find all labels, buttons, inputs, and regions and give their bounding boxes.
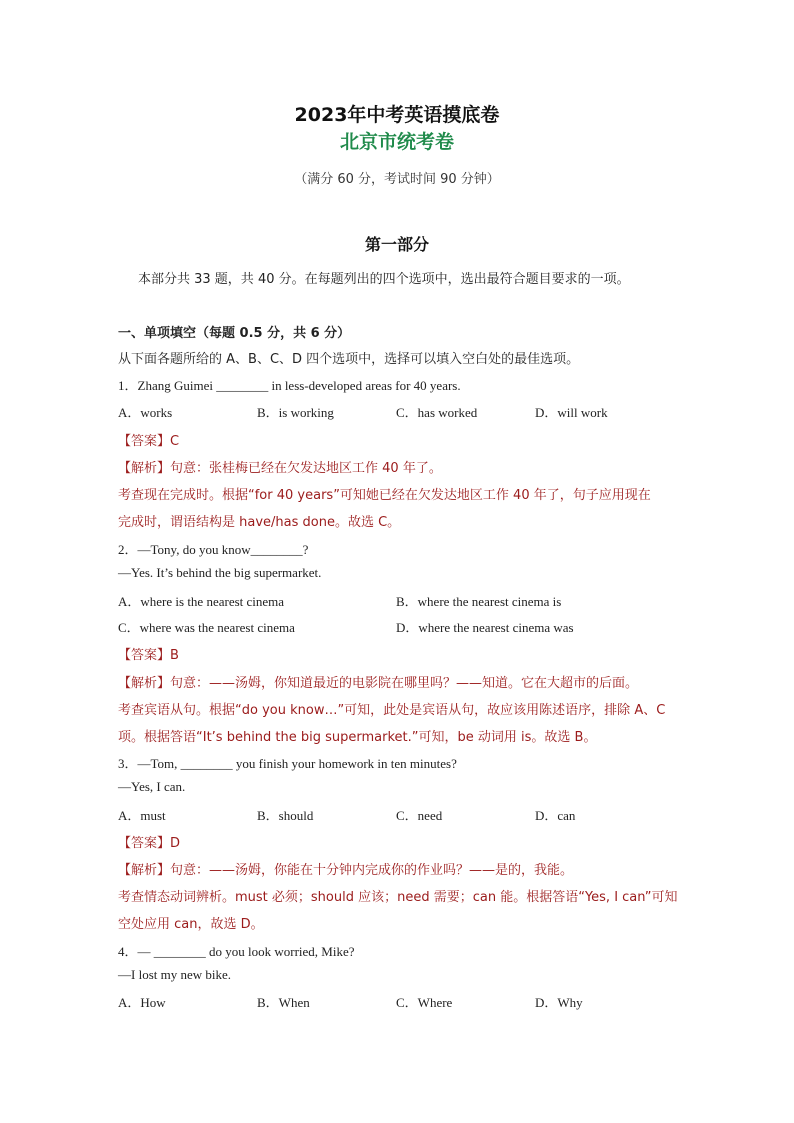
question-2-option-c: C．where was the nearest cinema [118,620,295,635]
section-title: 一、单项填空（每题 0.5 分，共 6 分） [118,326,351,341]
question-1-option-d: D．will work [535,405,608,420]
question-2-analysis-line-1 [118,672,638,691]
question-2-stem: 2．—Tony, do you know________? [118,542,309,557]
question-3-analysis-line-1 [118,859,573,878]
question-2-option-b: B．where the nearest cinema is [396,594,562,609]
part-title: 第一部分 [364,235,429,254]
question-4-option-b: B．When [257,995,310,1010]
question-2-option-a: A．where is the nearest cinema [118,594,285,609]
exam-note: （满分 60 分，考试时间 90 分钟） [294,172,500,187]
exam-subtitle: 北京市统考卷 [339,131,454,153]
analysis-label: 【解析】 [118,863,171,878]
question-1-analysis-line-1 [118,457,442,476]
question-2-analysis-line-2: 考查宾语从句。根据“do you know…”可知，此处是宾语从句，故应该用陈述语序，排除 A、C [118,703,666,718]
question-1-analysis-line-2: 考查现在完成时。根据“for 40 years”可知她已经在欠发达地区工作 40 年了，句子应用现在 [118,488,651,503]
question-4-dialog: —I lost my new bike. [118,967,232,982]
question-3-answer: 【答案】D [118,836,181,851]
question-3-analysis-line-2: 考查情态动词辨析。must 必须；should 应该；need 需要；can 能。根据答语“Yes, I can”可知 [118,890,678,905]
question-3-analysis-line-3: 空处应用 can，故选 D。 [118,917,264,932]
question-4-option-c: C．Where [396,995,453,1010]
question-3-option-a: A．must [118,808,166,823]
part-intro: 本部分共 33 题，共 40 分。在每题列出的四个选项中，选出最符合题目要求的一项。 [138,272,630,287]
question-3-dialog: —Yes, I can. [118,779,186,794]
section-instruction: 从下面各题所给的 A、B、C、D 四个选项中，选择可以填入空白处的最佳选项。 [118,352,580,367]
question-1-stem: 1．Zhang Guimei ________ in less-developed areas for 40 years. [118,378,461,393]
question-4-stem: 4．— ________ do you look worried, Mike? [118,944,355,959]
question-3-option-c: C．need [396,808,443,823]
question-3-option-b: B．should [257,808,314,823]
question-1-answer: 【答案】C [118,434,180,449]
question-4-option-d: D．Why [535,995,583,1010]
question-1-analysis-line-3: 完成时，谓语结构是 have/has done。故选 C。 [118,515,401,530]
analysis-text: 句意：——汤姆，你知道最近的电影院在哪里吗？——知道。它在大超市的后面。 [170,676,639,691]
question-3-option-d: D．can [535,808,576,823]
exam-title: 2023年中考英语摸底卷 [294,104,500,126]
question-2-option-d: D．where the nearest cinema was [396,620,574,635]
question-1-option-c: C．has worked [396,405,478,420]
question-2-answer: 【答案】B [118,648,179,663]
question-1-option-b: B．is working [257,405,334,420]
question-2-analysis-line-3: 项。根据答语“It’s behind the big supermarket.”可知，be 动词用 is。故选 B。 [118,730,597,745]
analysis-label: 【解析】 [118,461,171,476]
question-4-option-a: A．How [118,995,166,1010]
question-3-stem: 3．—Tom, ________ you finish your homework in ten minutes? [118,756,457,771]
analysis-text: 句意：张桂梅已经在欠发达地区工作 40 年了。 [170,461,442,476]
question-1-option-a: A．works [118,405,173,420]
analysis-text: 句意：——汤姆，你能在十分钟内完成你的作业吗？——是的，我能。 [170,863,574,878]
question-2-dialog: —Yes. It’s behind the big supermarket. [118,565,322,580]
analysis-label: 【解析】 [118,676,171,691]
